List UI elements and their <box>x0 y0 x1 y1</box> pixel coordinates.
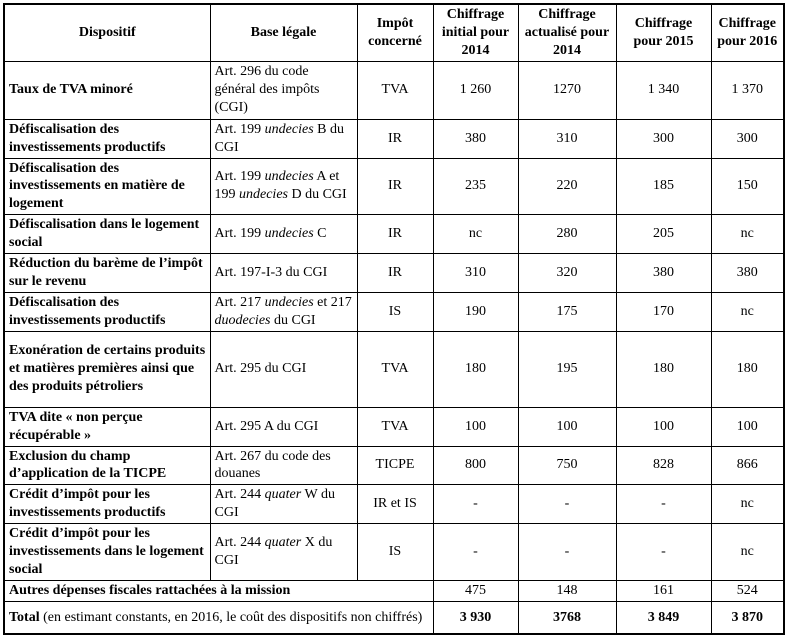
cell-value: 1270 <box>518 61 616 119</box>
cell-value: 205 <box>616 215 711 254</box>
header-dispositif: Dispositif <box>4 4 210 61</box>
cell-value: nc <box>433 215 518 254</box>
cell-value: 320 <box>518 254 616 293</box>
cell-autres-label: Autres dépenses fiscales rattachées à la mission <box>4 580 433 601</box>
cell-dispositif: TVA dite « non perçue récupérable » <box>4 407 210 446</box>
cell-dispositif: Crédit d’impôt pour les investissements productifs <box>4 485 210 524</box>
table-row <box>4 292 784 331</box>
cell-value: 180 <box>433 331 518 407</box>
cell-value: 185 <box>616 158 711 215</box>
header-chiffrage-2016: Chiffrage pour 2016 <box>711 4 784 61</box>
header-row <box>4 4 784 61</box>
cell-value: 100 <box>518 407 616 446</box>
cell-dispositif: Défiscalisation dans le logement social <box>4 215 210 254</box>
cell-value: 180 <box>616 331 711 407</box>
table-row <box>4 119 784 158</box>
cell-value: 1 370 <box>711 61 784 119</box>
cell-dispositif: Exclusion du champ d’application de la TICPE <box>4 446 210 485</box>
cell-value: 828 <box>616 446 711 485</box>
cell-dispositif: Défiscalisation des investissements en matière de logement <box>4 158 210 215</box>
cell-base-legale: Art. 199 undecies A et 199 undecies D du CGI <box>210 158 357 215</box>
cell-total-value: 3 930 <box>433 601 518 634</box>
header-chiffrage-2015: Chiffrage pour 2015 <box>616 4 711 61</box>
cell-value: 148 <box>518 580 616 601</box>
cell-base-legale: Art. 296 du code général des impôts (CGI) <box>210 61 357 119</box>
cell-value: - <box>616 524 711 581</box>
cell-value: - <box>518 524 616 581</box>
cell-value: 220 <box>518 158 616 215</box>
cell-value: 195 <box>518 331 616 407</box>
fiscal-expenditure-table <box>3 3 785 635</box>
cell-impot: TVA <box>357 331 433 407</box>
cell-value: 1 260 <box>433 61 518 119</box>
cell-base-legale: Art. 199 undecies B du CGI <box>210 119 357 158</box>
table-row <box>4 446 784 485</box>
cell-value: 300 <box>616 119 711 158</box>
cell-impot: IR <box>357 254 433 293</box>
cell-value: - <box>518 485 616 524</box>
cell-value: nc <box>711 292 784 331</box>
cell-value: 280 <box>518 215 616 254</box>
cell-value: 100 <box>433 407 518 446</box>
cell-value: 475 <box>433 580 518 601</box>
cell-value: 190 <box>433 292 518 331</box>
cell-dispositif: Exonération de certains produits et matières premières ainsi que des produits pétroliers <box>4 331 210 407</box>
cell-impot: IR <box>357 215 433 254</box>
cell-impot: IR <box>357 158 433 215</box>
table-row <box>4 485 784 524</box>
table-row <box>4 524 784 581</box>
cell-value: 300 <box>711 119 784 158</box>
cell-total-value: 3 849 <box>616 601 711 634</box>
table-row <box>4 61 784 119</box>
table-row <box>4 331 784 407</box>
cell-value: 175 <box>518 292 616 331</box>
cell-dispositif: Défiscalisation des investissements productifs <box>4 292 210 331</box>
cell-value: 380 <box>711 254 784 293</box>
cell-value: 170 <box>616 292 711 331</box>
cell-total-label <box>4 601 433 634</box>
cell-value: 100 <box>616 407 711 446</box>
cell-base-legale: Art. 295 du CGI <box>210 331 357 407</box>
cell-impot: IR <box>357 119 433 158</box>
cell-impot: TVA <box>357 61 433 119</box>
cell-total-value: 3 870 <box>711 601 784 634</box>
cell-value: 380 <box>433 119 518 158</box>
cell-value: 100 <box>711 407 784 446</box>
cell-value: 1 340 <box>616 61 711 119</box>
cell-value: 310 <box>518 119 616 158</box>
cell-value: - <box>433 524 518 581</box>
header-chiffrage-actualise-2014: Chiffrage actualisé pour 2014 <box>518 4 616 61</box>
cell-value: - <box>433 485 518 524</box>
cell-base-legale: Art. 217 undecies et 217 duodecies du CGI <box>210 292 357 331</box>
cell-value: 524 <box>711 580 784 601</box>
cell-impot: IS <box>357 292 433 331</box>
table-row <box>4 407 784 446</box>
cell-value: 150 <box>711 158 784 215</box>
cell-base-legale: Art. 295 A du CGI <box>210 407 357 446</box>
cell-value: 866 <box>711 446 784 485</box>
header-base-legale: Base légale <box>210 4 357 61</box>
cell-base-legale: Art. 197-I-3 du CGI <box>210 254 357 293</box>
table-row <box>4 215 784 254</box>
cell-value: 800 <box>433 446 518 485</box>
total-row <box>4 601 784 634</box>
cell-value: nc <box>711 485 784 524</box>
cell-dispositif: Taux de TVA minoré <box>4 61 210 119</box>
cell-value: 161 <box>616 580 711 601</box>
cell-value: 380 <box>616 254 711 293</box>
cell-value: 310 <box>433 254 518 293</box>
cell-impot: TICPE <box>357 446 433 485</box>
cell-value: 750 <box>518 446 616 485</box>
cell-base-legale: Art. 199 undecies C <box>210 215 357 254</box>
autres-depenses-row <box>4 580 784 601</box>
cell-total-value: 3768 <box>518 601 616 634</box>
header-impot-concerne: Impôt concerné <box>357 4 433 61</box>
cell-impot: TVA <box>357 407 433 446</box>
cell-value: - <box>616 485 711 524</box>
cell-value: 180 <box>711 331 784 407</box>
total-label-note: (en estimant constants, en 2016, le coût des dispositifs non chiffrés) <box>39 609 423 625</box>
header-chiffrage-initial-2014: Chiffrage initial pour 2014 <box>433 4 518 61</box>
total-label-bold: Total <box>9 609 40 625</box>
table-row <box>4 158 784 215</box>
cell-dispositif: Réduction du barème de l’impôt sur le revenu <box>4 254 210 293</box>
cell-impot: IR et IS <box>357 485 433 524</box>
cell-value: nc <box>711 524 784 581</box>
cell-value: 235 <box>433 158 518 215</box>
cell-base-legale: Art. 244 quater W du CGI <box>210 485 357 524</box>
cell-base-legale: Art. 244 quater X du CGI <box>210 524 357 581</box>
cell-dispositif: Défiscalisation des investissements productifs <box>4 119 210 158</box>
cell-value: nc <box>711 215 784 254</box>
cell-base-legale: Art. 267 du code des douanes <box>210 446 357 485</box>
cell-dispositif: Crédit d’impôt pour les investissements dans le logement social <box>4 524 210 581</box>
cell-impot: IS <box>357 524 433 581</box>
table-row <box>4 254 784 293</box>
